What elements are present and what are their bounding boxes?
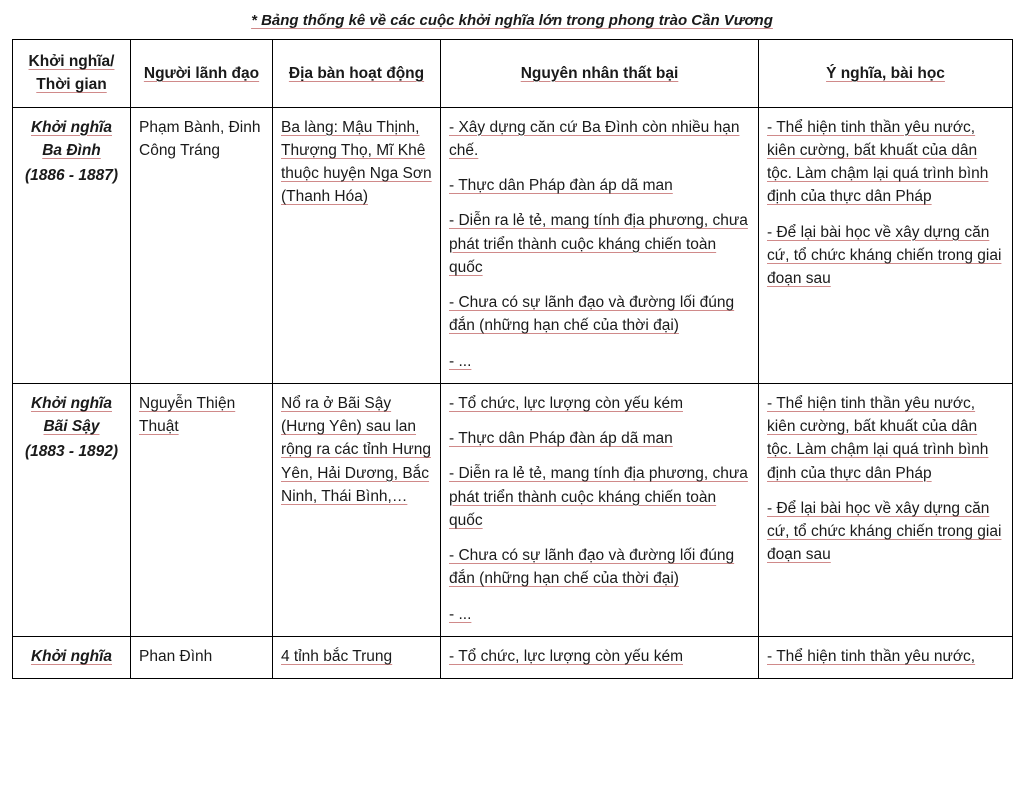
cell-area-3 xyxy=(273,636,441,678)
uprising-years: (1883 - 1892) xyxy=(24,443,119,461)
leader-text: Phạm Bành, Đinh Công Tráng xyxy=(139,118,261,159)
cell-causes-3 xyxy=(441,636,759,678)
area-text: Ba làng: Mậu Thịnh, Thượng Thọ, Mĩ Khê thuộc huyện Nga Sơn (Thanh Hóa) xyxy=(281,118,432,206)
cell-uprising-name-1 xyxy=(13,107,131,383)
table-row xyxy=(13,107,1013,383)
cell-meaning-2 xyxy=(759,383,1013,636)
uprising-name: Khởi nghĩa Bãi Sậy xyxy=(30,394,112,435)
cell-causes-2 xyxy=(441,383,759,636)
uprising-years: (1886 - 1887) xyxy=(24,167,119,184)
cell-leader-1 xyxy=(131,107,273,383)
cause-item: - ... xyxy=(449,352,472,370)
cause-item: - Chưa có sự lãnh đạo và đường lối đúng đắn (những hạn chế của thời đại) xyxy=(449,547,735,588)
table-header-row xyxy=(13,40,1013,108)
cause-item: - Diễn ra lẻ tẻ, mang tính địa phương, chưa phát triển thành cuộc kháng chiến toàn quốc xyxy=(449,212,748,276)
leader-text: Phan Đình xyxy=(139,647,213,665)
cell-causes-1 xyxy=(441,107,759,383)
column-header-uprising-time xyxy=(13,40,131,108)
cell-area-2 xyxy=(273,383,441,636)
cause-item: - ... xyxy=(449,605,472,623)
meaning-item: - Thể hiện tinh thần yêu nước, xyxy=(767,647,976,665)
meaning-item: - Để lại bài học về xây dựng căn cứ, tổ chức kháng chiến trong giai đoạn sau xyxy=(767,223,1002,287)
cell-leader-3 xyxy=(131,636,273,678)
cause-item: - Thực dân Pháp đàn áp dã man xyxy=(449,430,673,447)
cause-item: - Xây dựng căn cứ Ba Đình còn nhiều hạn chế. xyxy=(449,118,740,159)
uprising-name: Khởi nghĩa xyxy=(30,647,112,665)
cause-item: - Tổ chức, lực lượng còn yếu kém xyxy=(449,647,683,665)
leader-text: Nguyễn Thiện Thuật xyxy=(139,394,236,435)
area-text: Nổ ra ở Bãi Sậy (Hưng Yên) sau lan rộng ra các tỉnh Hưng Yên, Hải Dương, Bắc Ninh, Thái Bình,… xyxy=(281,394,431,505)
table-row xyxy=(13,383,1013,636)
cell-area-1 xyxy=(273,107,441,383)
column-header-area: Địa bàn hoạt động xyxy=(273,40,441,108)
statistics-table xyxy=(12,39,1013,679)
column-header-leader: Người lãnh đạo xyxy=(131,40,273,108)
table-row xyxy=(13,636,1013,678)
cause-item: - Chưa có sự lãnh đạo và đường lối đúng đắn (những hạn chế của thời đại) xyxy=(449,294,735,335)
meaning-item: - Thể hiện tinh thần yêu nước, kiên cường, bất khuất của dân tộc. Làm chậm lại quá trình bình định của thực dân Pháp xyxy=(767,118,989,206)
area-text: 4 tỉnh bắc Trung xyxy=(281,647,393,665)
column-header-line1: Khởi nghĩa/ xyxy=(28,53,115,70)
cell-uprising-name-3 xyxy=(13,636,131,678)
page-title: * Bảng thống kê về các cuộc khởi nghĩa lớn trong phong trào Cần Vương xyxy=(251,12,773,29)
meaning-item: - Để lại bài học về xây dựng căn cứ, tổ chức kháng chiến trong giai đoạn sau xyxy=(767,499,1002,564)
column-header-line2: Thời gian xyxy=(36,76,107,94)
cell-leader-2 xyxy=(131,383,273,636)
column-header-causes: Nguyên nhân thất bại xyxy=(441,40,759,108)
cause-item: - Tổ chức, lực lượng còn yếu kém xyxy=(449,394,683,412)
cell-meaning-3 xyxy=(759,636,1013,678)
column-header-meaning: Ý nghĩa, bài học xyxy=(759,40,1013,108)
cause-item: - Thực dân Pháp đàn áp dã man xyxy=(449,177,673,194)
meaning-item: - Thể hiện tinh thần yêu nước, kiên cường, bất khuất của dân tộc. Làm chậm lại quá trình bình định của thực dân Pháp xyxy=(767,394,989,482)
cell-uprising-name-2 xyxy=(13,383,131,636)
uprising-name: Khởi nghĩa Ba Đình xyxy=(30,118,112,159)
cell-meaning-1 xyxy=(759,107,1013,383)
cause-item: - Diễn ra lẻ tẻ, mang tính địa phương, chưa phát triển thành cuộc kháng chiến toàn quốc xyxy=(449,465,748,529)
